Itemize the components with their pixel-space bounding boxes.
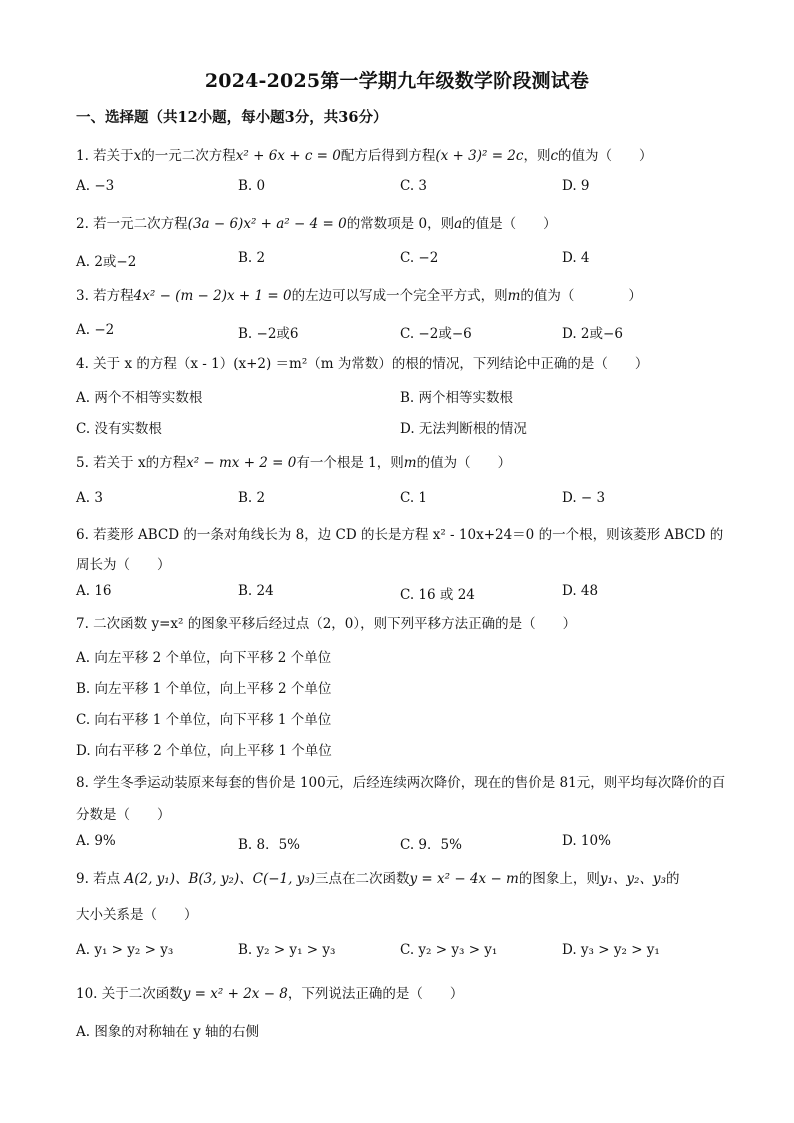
question-3-options [76, 322, 736, 342]
option-d: D. 9 [562, 178, 590, 194]
option-a: A. 两个不相等实数根 [76, 390, 203, 406]
option-d: D. − 3 [562, 490, 606, 506]
question-7-option-c: C. 向右平移 1 个单位，向下平移 1 个单位 [76, 712, 332, 728]
question-10-option-a: A. 图象的对称轴在 y 轴的右侧 [76, 1024, 260, 1040]
option-c: C. −2 [400, 250, 439, 266]
question-7-option-b: B. 向左平移 1 个单位，向上平移 2 个单位 [76, 681, 332, 697]
option-c: C. y₂ > y₃ > y₁ [400, 942, 498, 958]
question-6-options [76, 583, 736, 603]
option-c: C. 9．5% [400, 837, 462, 853]
question-7-option-d: D. 向右平移 2 个单位，向上平移 1 个单位 [76, 743, 332, 759]
option-a: A. 9% [76, 833, 116, 849]
option-a: A. y₁ > y₂ > y₃ [76, 942, 174, 958]
question-7-stem: 7. 二次函数 y=x² 的图象平移后经过点（2，0），则下列平移方法正确的是（ ） [76, 616, 577, 632]
option-c: C. 16 或 24 [400, 587, 475, 603]
question-3-stem: 3. 若方程4x² − (m − 2)x + 1 = 0的左边可以写成一个完全平方式，则m的值为（ ） [76, 288, 642, 304]
question-9-stem: 9. 若点 A(2, y₁)、B(3, y₂)、C(−1, y₃)三点在二次函数y = x² − 4x − m的图象上，则y₁、y₂、y₃的 [76, 871, 680, 887]
option-a: A. 2或−2 [76, 254, 137, 270]
option-d: D. 2或−6 [562, 326, 623, 342]
exam-title: 2024-2025第一学期九年级数学阶段测试卷 [204, 70, 590, 92]
question-4-options-row1 [76, 386, 736, 406]
section-heading: 一、选择题（共12小题，每小题3分，共36分） [76, 109, 388, 126]
option-c: C. 1 [400, 490, 428, 506]
question-10-stem: 10. 关于二次函数y = x² + 2x − 8，下列说法正确的是（ ） [76, 986, 464, 1002]
option-a: A. −2 [76, 322, 115, 338]
option-a: A. 16 [76, 583, 112, 599]
option-d: D. 10% [562, 833, 611, 849]
option-c: C. 3 [400, 178, 428, 194]
question-4-options-row2 [76, 417, 736, 437]
option-a: A. 3 [76, 490, 103, 506]
question-9-options [76, 942, 736, 962]
option-a: A. −3 [76, 178, 115, 194]
question-2-options [76, 250, 736, 270]
question-5-stem: 5. 若关于 x的方程x² − mx + 2 = 0有一个根是 1，则m的值为（ ） [76, 455, 512, 471]
option-c: C. −2或−6 [400, 326, 472, 342]
question-5-options [76, 490, 736, 510]
option-b: B. 两个相等实数根 [400, 390, 514, 406]
option-d: D. 4 [562, 250, 590, 266]
option-b: B. 8．5% [238, 837, 301, 853]
option-b: B. 24 [238, 583, 274, 599]
option-c: C. 没有实数根 [76, 421, 162, 437]
option-d: D. 无法判断根的情况 [400, 421, 527, 437]
question-2-stem: 2. 若一元二次方程(3a − 6)x² + a² − 4 = 0的常数项是 0，则a的值是（ ） [76, 216, 557, 232]
question-7-option-a: A. 向左平移 2 个单位，向下平移 2 个单位 [76, 650, 332, 666]
question-1-stem: 1. 若关于x的一元二次方程x² + 6x + c = 0配方后得到方程(x + 3)² = 2c，则c的值为（ ） [76, 148, 653, 164]
option-d: D. y₃ > y₂ > y₁ [562, 942, 660, 958]
question-9-stem-line2: 大小关系是（ ） [76, 907, 198, 923]
option-b: B. 2 [238, 490, 266, 506]
option-d: D. 48 [562, 583, 599, 599]
option-b: B. 2 [238, 250, 266, 266]
option-b: B. 0 [238, 178, 266, 194]
question-6-stem: 6. 若菱形 ABCD 的一条对角线长为 8，边 CD 的长是方程 x² - 10x+24＝0 的一个根，则该菱形 ABCD 的周长为（ ） [76, 527, 724, 573]
question-8-stem: 8. 学生冬季运动装原来每套的售价是 100元，后经连续两次降价，现在的售价是 81元，则平均每次降价的百分数是（ ） [76, 775, 726, 823]
option-b: B. y₂ > y₁ > y₃ [238, 942, 336, 958]
question-8-options [76, 833, 736, 853]
question-1-options [76, 178, 736, 198]
option-b: B. −2或6 [238, 326, 299, 342]
question-4-stem: 4. 关于 x 的方程（x - 1）(x+2) ＝m²（m 为常数）的根的情况，下列结论中正确的是（ ） [76, 356, 649, 372]
